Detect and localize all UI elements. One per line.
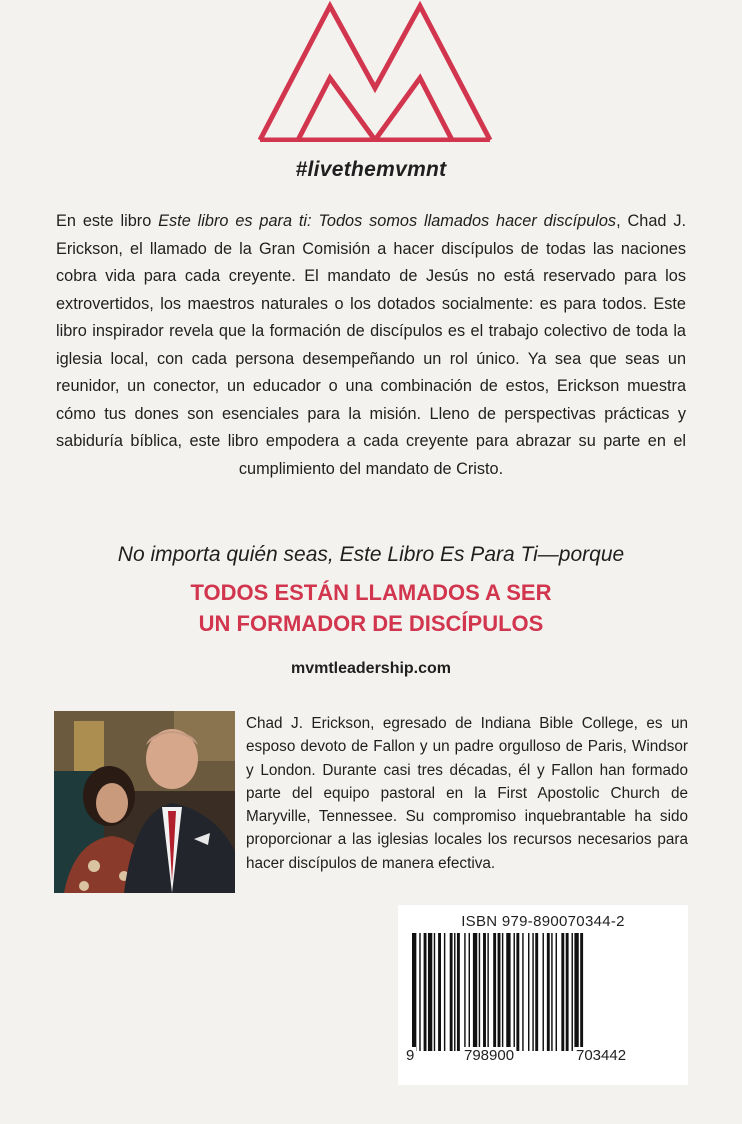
headline-line-2: UN FORMADOR DE DISCÍPULOS	[198, 611, 544, 636]
book-title: Este libro es para ti: Todos somos llamados hacer discípulos	[158, 212, 617, 230]
barcode-bars	[412, 933, 674, 1051]
book-description	[56, 208, 686, 483]
website-link: mvmtleadership.com	[290, 660, 452, 677]
barcode-digit-first: 9	[406, 1047, 415, 1064]
description-lead: En este libro	[56, 212, 159, 230]
barcode-block	[398, 905, 688, 1085]
mvmnt-logo	[254, 0, 496, 142]
description-body: , Chad J. Erickson, el llamado de la Gran Comisión a hacer discípulos de todas las naciones cobra vida para cada creyente. El mandato de Jesús no está reservado para los extrovertidos, los maestros naturales o los dotados socialmente: es para todos. Este libro inspirador revela que la formación de discípulos es el trabajo colectivo de toda la iglesia local, con cada persona desempeñando un rol único. Ya sea que seas un reunidor, un conector, un educador o una combinación de estos, Erickson muestra cómo tus dones son esenciales para la misión. Lleno de perspectivas prácticas y sabiduría bíblica, este libro empodera a cada creyente para abrazar su parte en el cumplimiento del mandato de Cristo.	[56, 212, 686, 478]
tagline: No importa quién seas, Este Libro Es Para Ti—porque	[117, 543, 625, 566]
hashtag: #livethemvmnt	[295, 158, 447, 181]
author-photo	[54, 711, 235, 893]
barcode-digits-left: 798900	[464, 1047, 515, 1064]
barcode-digits-right: 703442	[576, 1047, 627, 1064]
headline-line-1: TODOS ESTÁN LLAMADOS A SER	[190, 580, 552, 605]
author-bio: Chad J. Erickson, egresado de Indiana Bible College, es un esposo devoto de Fallon y un padre orgulloso de Paris, Windsor y London. Durante casi tres décadas, él y Fallon han formado parte del equipo pastoral en la First Apostolic Church de Maryville, Tennessee. Su compromiso inquebrantable ha sido proporcionar a las iglesias locales los recursos necesarios para hacer discípulos de manera efectiva.	[246, 715, 688, 872]
headline	[0, 577, 742, 639]
isbn-label: ISBN 979-890070344-2	[461, 913, 625, 930]
